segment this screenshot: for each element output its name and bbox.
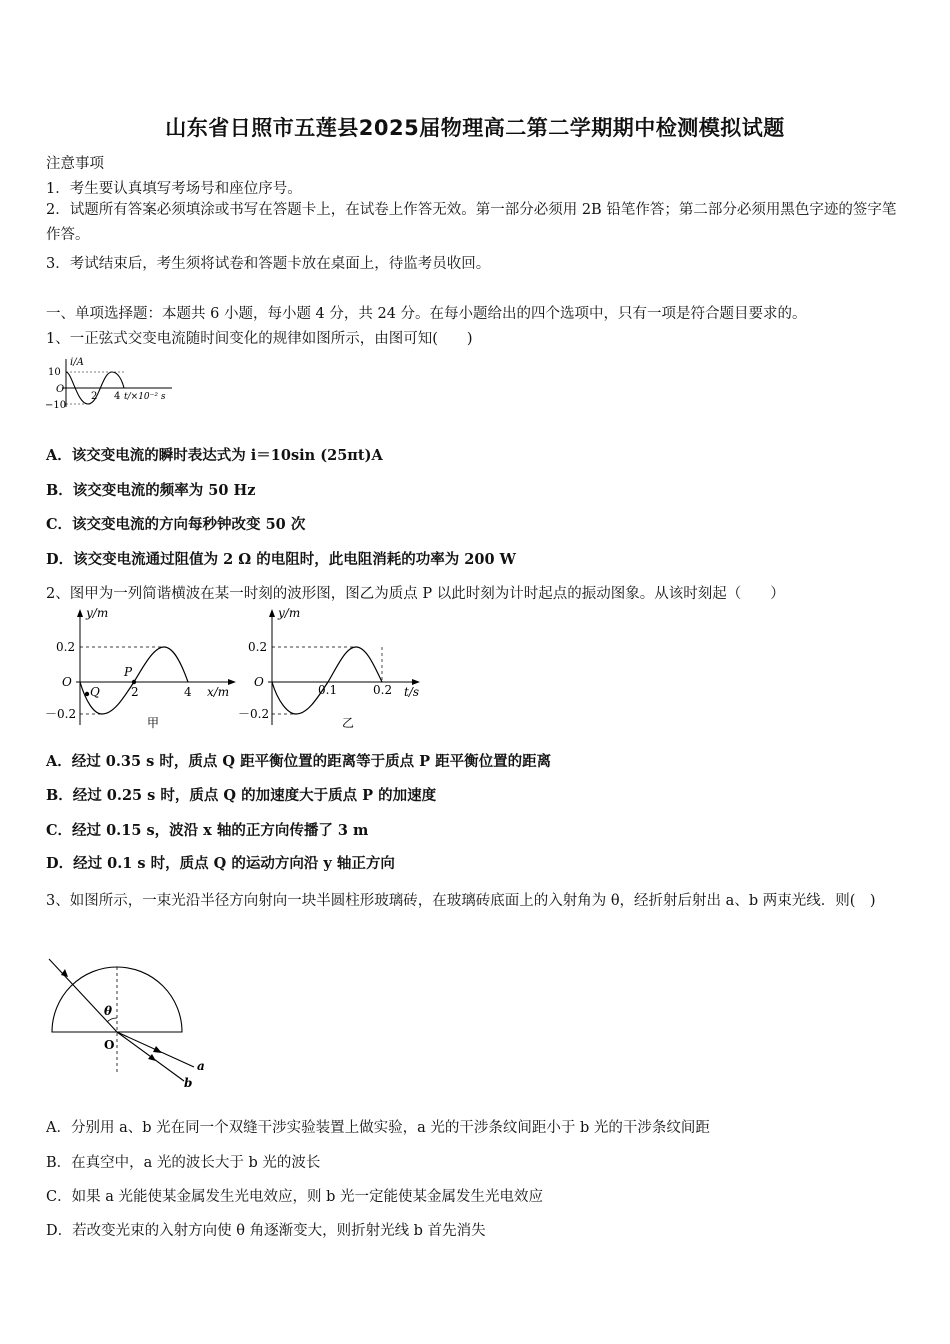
q1-tick-4: 4 — [114, 391, 121, 402]
q1-ylabel: i/A — [70, 357, 84, 368]
q2-stem: 2、图甲为一列简谐横波在某一时刻的波形图，图乙为质点 P 以此时刻为计时起点的振动图象。从该时刻起（ ） — [46, 586, 785, 602]
notice-item-3: 3．考试结束后，考生须将试卷和答题卡放在桌面上，待监考员收回。 — [46, 256, 491, 272]
q2a-y-arrow — [77, 609, 83, 617]
q3-incident-ray — [49, 959, 117, 1032]
page-title: 山东省日照市五莲县2025届物理高二第二学期期中检测模拟试题 — [165, 116, 785, 140]
q1-option-d: D．该交变电流通过阻值为 2 Ω 的电阻时，此电阻消耗的功率为 200 W — [46, 551, 516, 568]
q3-option-b: B．在真空中，a 光的波长大于 b 光的波长 — [46, 1155, 321, 1171]
notice-item-2: 2．试题所有答案必须填涂或书写在答题卡上，在试卷上作答无效。第一部分必须用 2B 铅笔作答；第二部分必须用黑色字迹的签字笔作答。 — [46, 202, 897, 243]
q2-option-d: D．经过 0.1 s 时，质点 Q 的运动方向沿 y 轴正方向 — [46, 855, 395, 872]
q2a-point-q — [85, 692, 89, 696]
q3-theta: θ — [104, 1004, 113, 1018]
q1-origin: O — [56, 384, 65, 395]
q3-option-a: A．分别用 a、b 光在同一个双缝干涉实验装置上做实验，a 光的干涉条纹间距小于 b 光的干涉条纹间距 — [46, 1120, 710, 1136]
q1-tick-2: 2 — [91, 391, 98, 402]
q1-ytop: 10 — [48, 367, 61, 378]
q1-option-a: A．该交变电流的瞬时表达式为 i＝10sin (25πt)A — [46, 447, 383, 464]
q2a-label-p: P — [124, 665, 133, 679]
q3-origin: O — [104, 1038, 115, 1052]
q2a-tick-2: 2 — [131, 685, 139, 699]
q2a-tick-4: 4 — [184, 685, 192, 699]
q2b-xlabel: t/s — [404, 685, 420, 699]
q2a-point-p — [132, 680, 136, 684]
q2b-tick-1: 0.1 — [318, 683, 338, 697]
q2b-wave — [272, 647, 382, 714]
q2b-ytop: 0.2 — [248, 640, 268, 654]
q3-stem: 3、如图所示，一束光沿半径方向射向一块半圆柱形玻璃砖，在玻璃砖底面上的入射角为 θ，经折射后射出 a、b 两束光线．则( ) — [46, 893, 876, 909]
q1-option-b: B．该交变电流的频率为 50 Hz — [46, 482, 256, 499]
q2b-tick-2: 0.2 — [373, 683, 393, 697]
q2a-ytop: 0.2 — [56, 640, 76, 654]
q1-ybot: −10 — [45, 400, 67, 411]
q3-theta-arc — [107, 1018, 117, 1022]
q2b-y-arrow — [269, 609, 275, 617]
q2a-caption: 甲 — [147, 716, 160, 730]
section-heading: 一、单项选择题：本题共 6 小题，每小题 4 分，共 24 分。在每小题给出的四个选项中，只有一项是符合题目要求的。 — [46, 306, 807, 322]
q2-option-c: C．经过 0.15 s，波沿 x 轴的正方向传播了 3 m — [46, 822, 369, 839]
q2b-ylabel: y/m — [278, 607, 301, 620]
q1-option-c: C．该交变电流的方向每秒钟改变 50 次 — [46, 516, 306, 533]
q3-option-d: D．若改变光束的入射方向使 θ 角逐渐变大，则折射光线 b 首先消失 — [46, 1223, 486, 1239]
notice-heading: 注意事项 — [46, 156, 104, 172]
q3-label-b: b — [184, 1076, 193, 1090]
q1-stem: 1、一正弦式交变电流随时间变化的规律如图所示，由图可知( ) — [46, 331, 473, 347]
q1-figure — [44, 355, 176, 413]
q2b-ybot: －0.2 — [238, 707, 270, 721]
q2-figure-b — [238, 607, 428, 735]
q3-figure — [44, 955, 214, 1090]
q3-label-a: a — [197, 1059, 205, 1073]
notice-item-1: 1．考生要认真填写考场号和座位序号。 — [46, 181, 302, 197]
q2b-caption: 乙 — [342, 716, 355, 730]
q3-option-c: C．如果 a 光能使某金属发生光电效应，则 b 光一定能使某金属发生光电效应 — [46, 1189, 543, 1205]
q2a-ybot: －0.2 — [45, 707, 77, 721]
q2a-xlabel: x/m — [207, 685, 230, 699]
q1-xlabel: t/×10⁻² s — [124, 392, 166, 402]
q2a-origin: O — [62, 675, 72, 689]
q2a-ylabel: y/m — [86, 607, 109, 620]
q2a-label-q: Q — [90, 685, 100, 699]
q2b-origin: O — [254, 675, 264, 689]
q2-option-a: A．经过 0.35 s 时，质点 Q 距平衡位置的距离等于质点 P 距平衡位置的距离 — [46, 753, 552, 770]
q2-figure-a — [44, 607, 244, 735]
q3-arrow-a — [153, 1046, 162, 1053]
q2-option-b: B．经过 0.25 s 时，质点 Q 的加速度大于质点 P 的加速度 — [46, 787, 437, 804]
